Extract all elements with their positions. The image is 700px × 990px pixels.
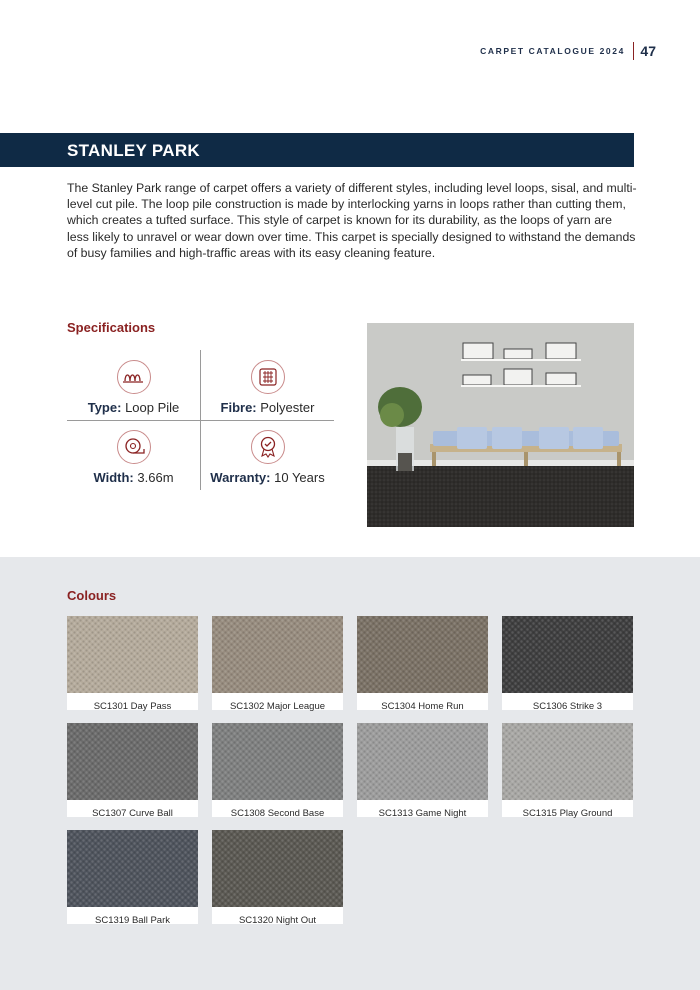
colour-swatch — [212, 616, 343, 710]
colour-swatch — [212, 723, 343, 817]
carpet-texture — [502, 723, 633, 800]
carpet-texture — [212, 616, 343, 693]
colour-swatch — [357, 723, 488, 817]
page-header — [480, 42, 656, 60]
carpet-texture — [502, 616, 633, 693]
carpet-texture — [67, 830, 198, 907]
catalogue-title: CARPET CATALOGUE 2024 — [480, 46, 625, 56]
colours-heading: Colours — [67, 588, 117, 603]
header-divider — [633, 42, 635, 60]
colour-label: SC1302 Major League — [229, 701, 326, 712]
carpet-texture — [67, 616, 198, 693]
colour-swatch — [67, 616, 198, 710]
tape-measure-icon — [117, 430, 151, 464]
page-number: 47 — [640, 43, 656, 59]
colour-label: SC1304 Home Run — [381, 701, 464, 712]
carpet-texture — [357, 723, 488, 800]
colour-swatch — [502, 616, 633, 710]
carpet-texture — [357, 616, 488, 693]
spec-type-value: Loop Pile — [125, 400, 180, 415]
colour-label: SC1315 Play Ground — [522, 808, 613, 819]
loop-pile-icon — [117, 360, 151, 394]
carpet-texture — [67, 723, 198, 800]
fibre-icon — [251, 360, 285, 394]
grid-divider-horizontal — [67, 420, 334, 421]
colour-swatch — [357, 616, 488, 710]
room-photo — [367, 323, 634, 527]
colour-label: SC1306 Strike 3 — [532, 701, 603, 712]
intro-paragraph: The Stanley Park range of carpet offers a variety of different styles, including level loops, sisal, and multi-level cut pile. The loop pile construction is made by interlocking yarns in loops rather than cutting them, which creates a tufted surface. This style of carpet is known for its durability, as the loops of yarn are less likely to unravel or wear down over time. This carpet is specially designed to withstand the demands of busy families and high-traffic areas with its easy cleaning feature. — [67, 181, 637, 260]
colour-swatch — [212, 830, 343, 924]
carpet-texture — [212, 723, 343, 800]
colour-label: SC1308 Second Base — [230, 808, 325, 819]
colour-label: SC1301 Day Pass — [93, 701, 172, 712]
spec-warranty-label: Warranty: — [210, 470, 271, 485]
colour-swatch — [67, 723, 198, 817]
warranty-badge-icon — [251, 430, 285, 464]
spec-type — [67, 360, 200, 415]
spec-fibre-value: Polyester — [260, 400, 315, 415]
spec-fibre — [201, 360, 334, 415]
spec-warranty — [201, 430, 334, 485]
colour-swatch — [502, 723, 633, 817]
spec-fibre-label: Fibre: — [220, 400, 257, 415]
carpet-texture — [212, 830, 343, 907]
title-banner — [0, 133, 634, 167]
spec-width — [67, 430, 200, 485]
spec-type-label: Type: — [87, 400, 122, 415]
spec-width-value: 3.66m — [137, 470, 174, 485]
colour-swatch — [67, 830, 198, 924]
spec-warranty-value: 10 Years — [274, 470, 325, 485]
spec-width-label: Width: — [93, 470, 134, 485]
colour-label: SC1307 Curve Ball — [92, 808, 173, 819]
colour-label: SC1313 Game Night — [378, 808, 467, 819]
colour-label: SC1319 Ball Park — [95, 915, 170, 926]
colour-label: SC1320 Night Out — [238, 915, 317, 926]
page-title: STANLEY PARK — [67, 141, 201, 160]
specifications-grid — [67, 350, 334, 490]
specifications-heading: Specifications — [67, 320, 156, 335]
